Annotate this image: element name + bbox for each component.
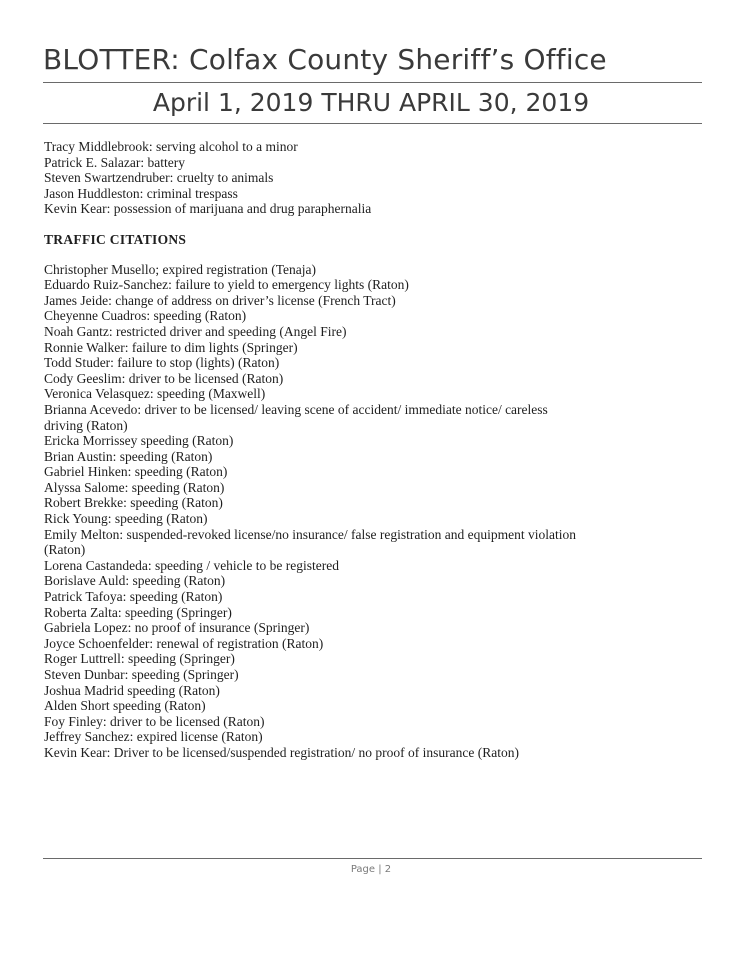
header-divider-bottom bbox=[43, 123, 702, 124]
page-title: BLOTTER: Colfax County Sheriff’s Office bbox=[43, 43, 607, 76]
list-item: Rick Young: speeding (Raton) bbox=[44, 511, 208, 527]
list-item: Lorena Castandeda: speeding / vehicle to be registered bbox=[44, 557, 340, 573]
list-item: Alyssa Salome: speeding (Raton) bbox=[44, 479, 225, 495]
list-item: James Jeide: change of address on driver’s license (French Tract) bbox=[44, 292, 396, 308]
list-item: Kevin Kear: possession of marijuana and drug paraphernalia bbox=[44, 201, 372, 217]
list-item: Patrick E. Salazar: battery bbox=[44, 154, 185, 170]
list-item: Borislave Auld: speeding (Raton) bbox=[44, 573, 226, 589]
list-item: Kevin Kear: Driver to be licensed/suspended registration/ no proof of insurance (Raton) bbox=[44, 744, 519, 760]
list-item: Noah Gantz: restricted driver and speeding (Angel Fire) bbox=[44, 323, 347, 339]
list-item: Christopher Musello; expired registration (Tenaja) bbox=[44, 261, 316, 277]
list-item: Eduardo Ruiz-Sanchez: failure to yield to emergency lights (Raton) bbox=[44, 277, 409, 293]
list-item: Steven Swartzendruber: cruelty to animals bbox=[44, 170, 274, 186]
list-item: Ronnie Walker: failure to dim lights (Springer) bbox=[44, 339, 298, 355]
traffic-citation-list bbox=[44, 262, 704, 761]
list-item: Joshua Madrid speeding (Raton) bbox=[44, 682, 220, 698]
list-item: Brianna Acevedo: driver to be licensed/ leaving scene of accident/ immediate notice/ careless bbox=[44, 401, 548, 417]
list-item: Veronica Velasquez: speeding (Maxwell) bbox=[44, 386, 266, 402]
header-divider-top bbox=[43, 82, 702, 83]
list-item: Roger Luttrell: speeding (Springer) bbox=[44, 651, 235, 667]
blotter-body bbox=[44, 139, 704, 761]
list-item: Robert Brekke: speeding (Raton) bbox=[44, 495, 223, 511]
list-item: Alden Short speeding (Raton) bbox=[44, 698, 206, 714]
list-item: Emily Melton: suspended-revoked license/no insurance/ false registration and equipment violation bbox=[44, 526, 576, 542]
list-item: driving (Raton) bbox=[44, 417, 128, 433]
list-item: Jason Huddleston: criminal trespass bbox=[44, 185, 238, 201]
list-item: Todd Studer: failure to stop (lights) (Raton) bbox=[44, 355, 280, 371]
list-item: Tracy Middlebrook: serving alcohol to a minor bbox=[44, 139, 298, 154]
list-item: Jeffrey Sanchez: expired license (Raton) bbox=[44, 729, 263, 745]
list-item: Roberta Zalta: speeding (Springer) bbox=[44, 604, 232, 620]
page-number: Page | 2 bbox=[350, 864, 392, 875]
list-item: Patrick Tafoya: speeding (Raton) bbox=[44, 589, 223, 605]
traffic-citations-heading: TRAFFIC CITATIONS bbox=[44, 231, 187, 247]
list-item: Ericka Morrissey speeding (Raton) bbox=[44, 433, 234, 449]
list-item: Gabriela Lopez: no proof of insurance (Springer) bbox=[44, 620, 310, 636]
footer-divider bbox=[43, 858, 702, 859]
list-item: Brian Austin: speeding (Raton) bbox=[44, 448, 213, 464]
list-item: Steven Dunbar: speeding (Springer) bbox=[44, 667, 239, 682]
list-item: (Raton) bbox=[44, 542, 86, 558]
list-item: Gabriel Hinken: speeding (Raton) bbox=[44, 464, 228, 480]
list-item: Joyce Schoenfelder: renewal of registration (Raton) bbox=[44, 635, 324, 651]
list-item: Cheyenne Cuadros: speeding (Raton) bbox=[44, 308, 247, 324]
date-range: April 1, 2019 THRU APRIL 30, 2019 bbox=[152, 88, 590, 117]
list-item: Foy Finley: driver to be licensed (Raton) bbox=[44, 713, 265, 729]
list-item: Cody Geeslim: driver to be licensed (Raton) bbox=[44, 370, 284, 386]
arrest-list bbox=[44, 139, 704, 217]
